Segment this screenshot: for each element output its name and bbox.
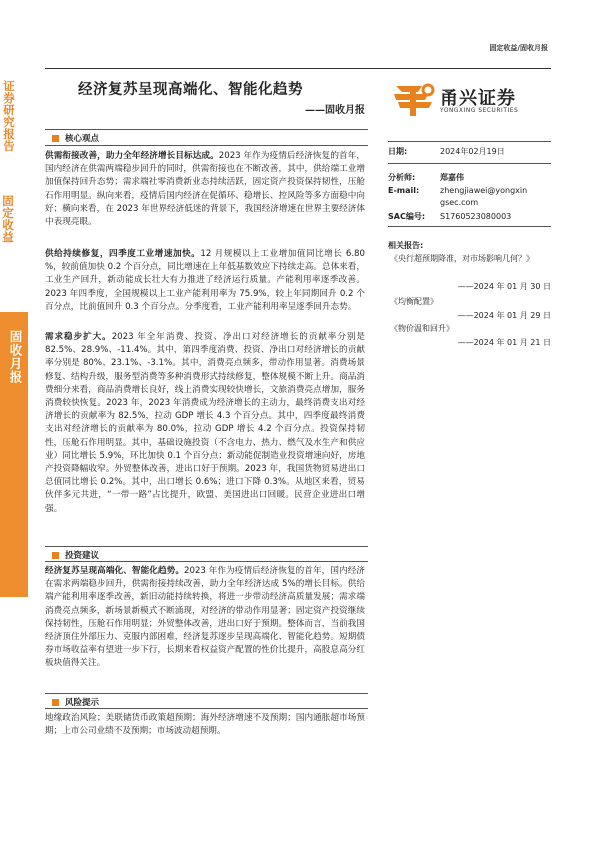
- section-heading-core-view: [52, 132, 99, 144]
- analyst-label: 分析师:: [388, 173, 416, 182]
- section-heading-risk: [52, 696, 99, 708]
- info-rule: [388, 141, 551, 142]
- header-rule: [45, 68, 551, 69]
- info-rule: [388, 226, 551, 227]
- logo-name-en: YONGXING SECURITIES: [440, 108, 519, 114]
- info-rule: [388, 163, 551, 164]
- paragraph-body: 2023 年作为疫情后经济恢复的首年，国内经济在供需两端稳步回升的同时，供需衔接也在不断改善，其中，供给端工业增加值保持回升态势；需求端社零消费新业态持续活跃，固定资产投资保持韧性，压舱石作用明显。纵向来看，疫情后国内经济在促循环、稳增长、控风险等多方面稳中向好；横向来看，在 2023 年世界经济低迷的背景下，我国经济增速在世界主要经济体中表现亮眼。: [45, 151, 365, 228]
- top-category-label: 固定收益/固收月报: [489, 44, 548, 52]
- section-title: 风险提示: [65, 698, 100, 708]
- square-bullet-icon: [52, 135, 59, 142]
- paragraph-lead: 需求稳步扩大。: [45, 332, 112, 342]
- paragraph-demand: [45, 331, 365, 516]
- paragraph-supply-repair: [45, 248, 365, 314]
- info-email: [388, 186, 527, 195]
- section-rule: [45, 561, 368, 562]
- logo-mark-icon: [392, 82, 436, 118]
- related-report-link[interactable]: 《均衡配置》: [390, 297, 438, 306]
- related-report-date: ——2024 年 01 月 21 日: [457, 338, 551, 347]
- related-report-link[interactable]: 《央行超预期降准，对市场影响几何？》: [390, 254, 534, 263]
- section-title: 核心观点: [65, 134, 100, 144]
- section-title: 投资建议: [65, 551, 100, 561]
- sidebar-report-type: 证券研究报告: [2, 80, 16, 152]
- paragraph-supply-demand: [45, 150, 365, 229]
- email-value[interactable]: zhengjiawei@yongxin: [440, 186, 528, 195]
- info-analyst: [388, 172, 464, 183]
- page-title: 经济复苏呈现高端化、智能化趋势: [78, 82, 303, 98]
- sac-label: SAC编号:: [388, 212, 426, 221]
- sac-value: S1760523080003: [440, 212, 512, 221]
- date-label: 日期:: [388, 147, 408, 156]
- related-report-date: ——2024 年 01 月 29 日: [457, 311, 551, 320]
- paragraph-body: 12 月规模以上工业增加值同比增长 6.80 %，较前值加快 0.2 个百分点，同比增速在上年低基数效应下持续走高。总体来看，工业生产回升，新动能成长壮大有力推进了经济运行质量。产能利用率逐季改善。2023 年四季度，全国规模以上工业产能利用率为 75.9%，较上年同期回升 0.2 个百分点，比前值回升 0.3 个百分点。分季度看，工业产能利用率呈逐季回升态势。: [45, 249, 365, 312]
- paragraph-risk: 地缘政治风险；美联储货币政策超预期；海外经济增速不及预期；国内通胀超市场预期；上市公司业绩不及预期；市场波动超预期。: [45, 713, 365, 737]
- info-sac: [388, 211, 511, 222]
- email-label: E-mail:: [388, 186, 420, 195]
- sidebar-report-series: 固收月报: [8, 330, 23, 384]
- paragraph-body: 2023 年全年消费、投资、净出口对经济增长的贡献率分别是 82.5%、28.9%、-11.4%。其中，第四季度消费、投资、净出口对经济增长的贡献率分别是 80%、23.1%、-3.1%。其中，消费亮点频多，带动作用显著。消费场景修复、结构升级，服务型消费等多种消费形式持续修复，整体规模不断上升。商品消费细分来看，商品消费增长良好，线上消费实现较快增长，文旅消费亮点增加，服务消费较快恢复。2023 年，2023 年消费成为经济增长的主动力，最终消费支出对经济增长的贡献率为 82.5%，拉动 GDP 增长 4.3 个百分点。其中，四季度最终消费支出对经济增长的贡献率为 80.0%，拉动 GDP 增长 4.2 个百分点。投资保持韧性，压舱石作用明显。其中，基础设施投资（不含电力、热力、燃气及水生产和供应业）同比增长 5.9%，环比加快 0.1 个百分点；新动能促制造业投资增速向好，房地产投资降幅收窄。外贸整体改善，进出口好于预期。2023 年，我国货物贸易进出口总值同比增长 0.2%。其中，出口增长 0.6%；进口下降 0.3%。从地区来看，贸易伙伴多元共进，“一带一路”占比提升，欧盟、美国进出口回暖。民营企业进出口增强。: [45, 332, 365, 514]
- info-date: [388, 146, 505, 157]
- related-report-link[interactable]: 《物价温和回升》: [390, 324, 454, 333]
- paragraph-lead: 经济复苏呈现高端化、智能化趋势。: [45, 566, 185, 576]
- section-rule: [45, 708, 368, 709]
- logo-name-cn: 甬兴证券: [440, 88, 516, 109]
- section-rule: [45, 546, 368, 547]
- company-logo: [392, 82, 552, 122]
- section-rule: [45, 145, 368, 146]
- page-subtitle: ——固收月报: [305, 105, 365, 116]
- section-rule: [45, 693, 368, 694]
- paragraph-lead: 供给持续修复，四季度工业增速加快。: [45, 249, 201, 259]
- section-rule: [45, 129, 368, 130]
- sidebar-category: 固定收益: [1, 195, 15, 243]
- square-bullet-icon: [52, 552, 59, 559]
- related-report-date: ——2024 年 01 月 30 日: [457, 282, 551, 291]
- analyst-value: 郑嘉伟: [440, 173, 464, 182]
- info-email-cont[interactable]: gsec.com: [440, 198, 479, 207]
- related-reports-title: 相关报告:: [388, 241, 424, 250]
- paragraph-suggestion: [45, 565, 365, 671]
- section-heading-suggestion: [52, 549, 99, 561]
- paragraph-body: 2023 年作为疫情后经济恢复的首年，国内经济在需求两端稳步回升，供需衔接持续改善，助力全年经济达成 5%的增长目标。供给端产能利用率逐季改善，新旧动能持续转换，将进一步带动经济高质量发展；需求端消费亮点频多，新场景新模式不断涌现，对经济的带动作用显著；固定资产投资继续保持韧性，压舱石作用明显；外贸整体改善，进出口好于预期。整体而言，当前我国经济顶住外部压力、克服内部困难，经济复苏逐步呈现高端化、智能化趋势。短期债券市场收益率有望进一步下行，长期来看权益资产配置的性价比提升，高股息高分红板块值得关注。: [45, 566, 365, 669]
- date-value: 2024年02月19日: [440, 147, 505, 156]
- paragraph-lead: 供需衔接改善，助力全年经济增长目标达成。: [45, 151, 219, 161]
- square-bullet-icon: [52, 699, 59, 706]
